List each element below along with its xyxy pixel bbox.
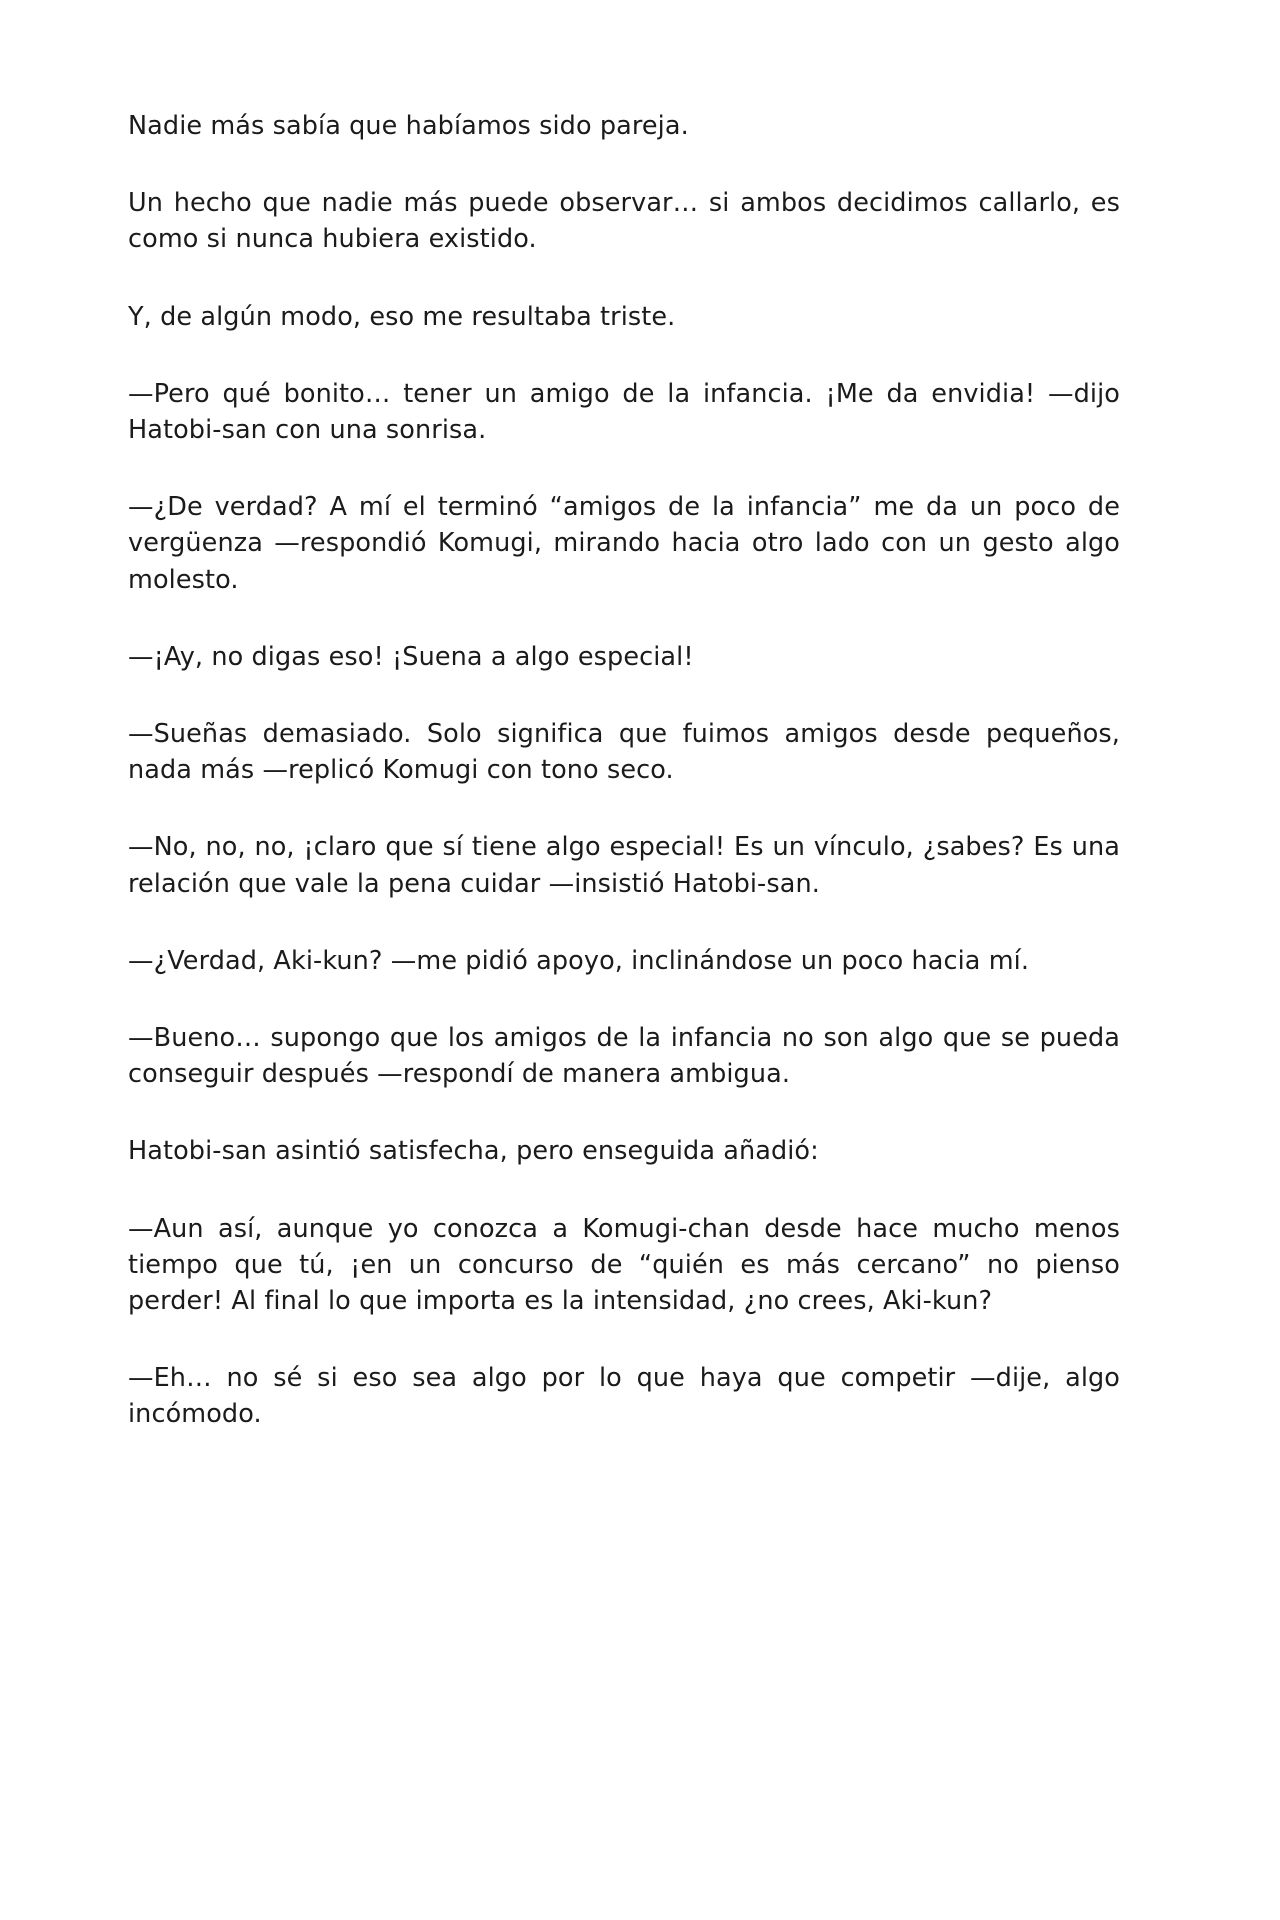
paragraph: Hatobi-san asintió satisfecha, pero enseguida añadió: (128, 1136, 819, 1167)
paragraph: Un hecho que nadie más puede observar… si ambos decidimos callarlo, es como si nunca hubiera existido. (128, 188, 1120, 255)
paragraph: —¿De verdad? A mí el terminó “amigos de la infancia” me da un poco de vergüenza —respondió Komugi, mirando hacia otro lado con un gesto algo molesto. (128, 492, 1120, 595)
paragraph: —Pero qué bonito… tener un amigo de la infancia. ¡Me da envidia! —dijo Hatobi-san con una sonrisa. (128, 378, 1120, 446)
paragraph: Nadie más sabía que habíamos sido pareja. (128, 111, 689, 141)
paragraph: —Eh… no sé si eso sea algo por lo que haya que competir —dije, algo incómodo. (128, 1363, 1120, 1430)
document-body (128, 108, 1120, 1433)
paragraph: —Aun así, aunque yo conozca a Komugi-chan desde hace mucho menos tiempo que tú, ¡en un concurso de “quién es más cercano” no pienso perder! Al final lo que importa es la intensidad, ¿no crees, Aki-kun? (128, 1213, 1120, 1317)
paragraph: —Bueno… supongo que los amigos de la infancia no son algo que se pueda conseguir después —respondí de manera ambigua. (128, 1023, 1120, 1090)
paragraph: —No, no, no, ¡claro que sí tiene algo especial! Es un vínculo, ¿sabes? Es una relación que vale la pena cuidar —insistió Hatobi-san. (128, 832, 1120, 899)
paragraph: —Sueñas demasiado. Solo significa que fuimos amigos desde pequeños, nada más —replicó Komugi con tono seco. (128, 719, 1120, 786)
paragraph: Y, de algún modo, eso me resultaba triste. (128, 301, 676, 332)
paragraph: —¡Ay, no digas eso! ¡Suena a algo especial! (128, 641, 694, 672)
paragraph: —¿Verdad, Aki-kun? —me pidió apoyo, inclinándose un poco hacia mí. (128, 945, 1030, 976)
